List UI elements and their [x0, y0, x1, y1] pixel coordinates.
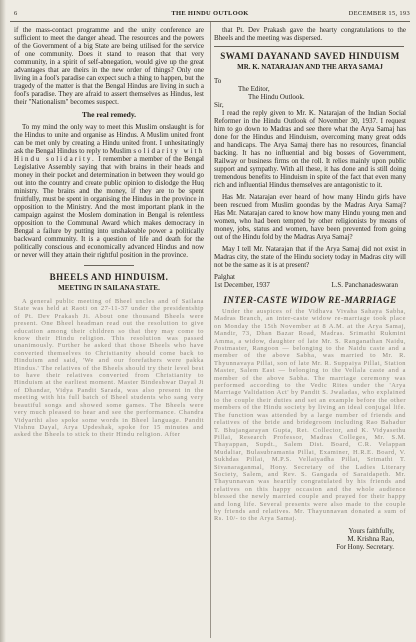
- section-rule: [214, 46, 404, 47]
- bheels-conclusion: that Pt. Dev Prakash gave the hearty congratulations to the Bheels and the meeting was dispersed.: [214, 26, 406, 42]
- section-divider: [84, 265, 134, 266]
- remedy-text-a: To my mind the only way to meet this Muslim onslaught is for the Hindus to unite and organise as Hindus. A Muslim united front can be met only by creating a Hindu united front. I unhesitatingly ask the Bengal Hindus to reply to Muslim: [14, 123, 204, 155]
- signature-name: M. Krishna Rao,: [347, 534, 394, 543]
- issue-date: DECEMBER 15, 193: [348, 10, 410, 17]
- letter-signer: L.S. Panchanadeswaran: [331, 281, 398, 289]
- remedy-paragraph: [14, 123, 204, 259]
- letter-paragraph-2: Has Mr. Natarajan ever heard of how many Hindu girls have been rescued from Muslim goondas by the Madras Arya Samaj? Has Mr. Natarajan cared to know how many Hindu young men and women, who had been tempted by other religionists by means of money, jobs, status and women, have been prevented from going out of the Hindu fold by the Madras Arya Samaj?: [214, 193, 406, 241]
- newspaper-title: THE HINDU OUTLOOK: [171, 10, 249, 17]
- remedy-text-b: I remember a member of the Bengal Legislative Assembly saying that with brains in their heads and money in their pocket and determination in between they would go out into the country and create public opinion to dislodge the Huq ministry. The brains and the money, if they are to be spent fruitfully, must be spent in organising the Hindus in the province in opposition to the Ministry. And the most important plank in the campaign against the Moslem domination in Bengal is relentless opposition to the Communal Award which makes democracy in Bengal a failure by putting into unshakeable power a politically backward community. It is a question of life and death for the politically conscious and economically advanced Hindus and now or never will they attain their rightful position in the province.: [14, 155, 204, 259]
- letter-date: 1st December, 1937: [214, 281, 270, 289]
- letter-editor: The Editor,: [238, 85, 270, 93]
- swami-heading: SWAMI DAYANAND SAVED HINDUISM: [220, 51, 400, 61]
- page-binding-shadow: [0, 0, 6, 642]
- swami-subheading: MR. K. NATARAJAN AND THE ARYA SAMAJ: [237, 63, 383, 71]
- letter-paragraph-3: May I tell Mr. Natarajan that if the Arya Samaj did not exist in Madras city, the state of the Hindu society today in Madras city will not be the same as it is at present?: [214, 245, 406, 269]
- letter-to: To: [214, 77, 222, 85]
- page-number: 6: [14, 10, 18, 17]
- closing: Yours faithfully,: [348, 526, 394, 535]
- remedy-heading: The real remedy.: [81, 110, 137, 119]
- column-divider: [210, 22, 211, 638]
- widow-article: Under the auspices of the Vidhava Vivaha Sahaya Sabha, Madras Branch, an inter-caste widow re-marriage took place on Monday the 15th November at 8 A.M. at the Arya Samaj, Mandir, 73, Dhan Bazar Road, Madras. Srimathi Rukmini Amma, a widow, daughter of late Mr. S. Ranganathan Naidu, Postmaster, Rangoon — belonging to the Naidu caste and a member of the above Sabha, was married to Mr. R. Thyunnavaya Pillai, son of late Mr. R. Suppaiya Pillai, Station Master, Salem East — belonging to the Vellala caste and a member of the above Sabha. The marriage ceremony was performed according to the Vedic Rites under the 'Arya Marriage Validation Act' by Pandit S. Jwaladas, who explained to the couple their duties and set an example before the other members of the Hindu society by living an ideal conjugal life. The function was attended by a large number of friends and relatives of the bride and bridegroom including Rao Bahadur T. Bhujangarayan Gupta, Ret. Collector, and K. Vidyasethu Pillai, Research Professor, Madras Colleges, Mr. S.M. Thayappan, Supdt., Salem Dist. Board, C.R. Velappan Mudaliar, Bulasubramania Pillai, Examiner, H.R.E. Board, V. Sukhdas Pillai, M.P.S. Vellaiyadha Pillai, Srimathi T. Sivanaraganmal, Hony. Secretary of the Ladies Literary Society, Salem, and Rev. S. Gangada of Saraidapeth. Mr. Thayunnavan was heartily congratulated by his friends and relatives on this happy occasion and the whole audience blessed the newly married couple and prayed for their happy and long life. Several presents were also made to the couple by friends and relatives. Mr. Thayunnavan donated a sum of Rs. 10/- to the Arya Samaj.: [214, 308, 406, 523]
- left-column: [14, 26, 204, 443]
- letter-outlook: The Hindu Outlook.: [248, 93, 305, 101]
- bheels-subheading: MEETING IN SAILANA STATE.: [58, 284, 160, 292]
- bheels-heading: BHEELS AND HINDUISM.: [49, 272, 169, 282]
- widow-heading: INTER-CASTE WIDOW RE-MARRIAGE: [223, 295, 397, 305]
- remedy-spaced-text: solidarity with Hindu solidarity.: [14, 147, 205, 163]
- right-column: [214, 26, 406, 551]
- article-continuation: if the mass-contact programme and the unity conference are sufficient to meet the danger ahead. The resources and the powers of the Government of a big State are being utilised for the service of one community. Does it stand to reason that that very community, in a spirit of self-abnegation, would give up the great advantages that are theirs in the new order of things? Only one living in a fool's paradise can expect such a thing to happen, but the tragedy of the matter is that the Bengal Hindus are living in such a fool's paradise. They are afraid to assert themselves as Hindus, lest their "Nationalism" becomes suspect.: [14, 26, 204, 106]
- letter-paragraph-1: I read the reply given to Mr. K. Natarajan of the Indian Social Reformer in the Hindu Outlook of November 30, 1937. I request him to go down to Madras and see there what the Arya Samaj has done for the Hindus and Hinduism, overcoming many great odds and handicaps. The Arya Samaj there has no resources, financial backing. It has no influential and big bosses of Government, Railway or business firms on the roll. It relies mainly upon public support and sympathy. With all these, it has done and is still doing tremendous benefits to Hinduism in spite of the fact that even many rich and influential Hindus themselves are antagonistic to it.: [214, 109, 406, 189]
- signature-title: For Hony. Secretary.: [336, 542, 394, 551]
- bheels-article: A general public meeting of Bheel uncles and of Sailana State was held at Raoti on 27-11-37 under the presidentship of Pt. Dev Prakash Ji. About one thousand Bheels were present. One Bheel headman read out the resolution to give education among their children so that they may come to know their Hindu religion. This resolution was passed unanimously. Further he asked that those Bheels who have converted themselves to Christianity should come back to Hinduism and said, 'We and our forefathers were pakka Hindus.' The relatives of the Bheels should try their level best to have their relatives converted from Christianity to Hinduism at the earliest moment. Master Bindeshwar Dayal Ji of Dhandar, Vidya Pandit Sarada, was also present in the meeting with his full batch of Bheel students who sang very beautiful songs and showed some games. The Bheels were very much pleased to hear and see the performance. Chandra Vidyarthi also spoke some words in Bheel language. Pandit Vishnu Dayal, Arya Updeshak, spoke for 15 minutes and asked the Bheels to stick to their Hindu religion. After: [14, 298, 204, 439]
- letter-place: Palghat: [214, 273, 235, 281]
- letter-footer: [214, 281, 406, 289]
- letter-salutation: Sir,: [214, 101, 224, 109]
